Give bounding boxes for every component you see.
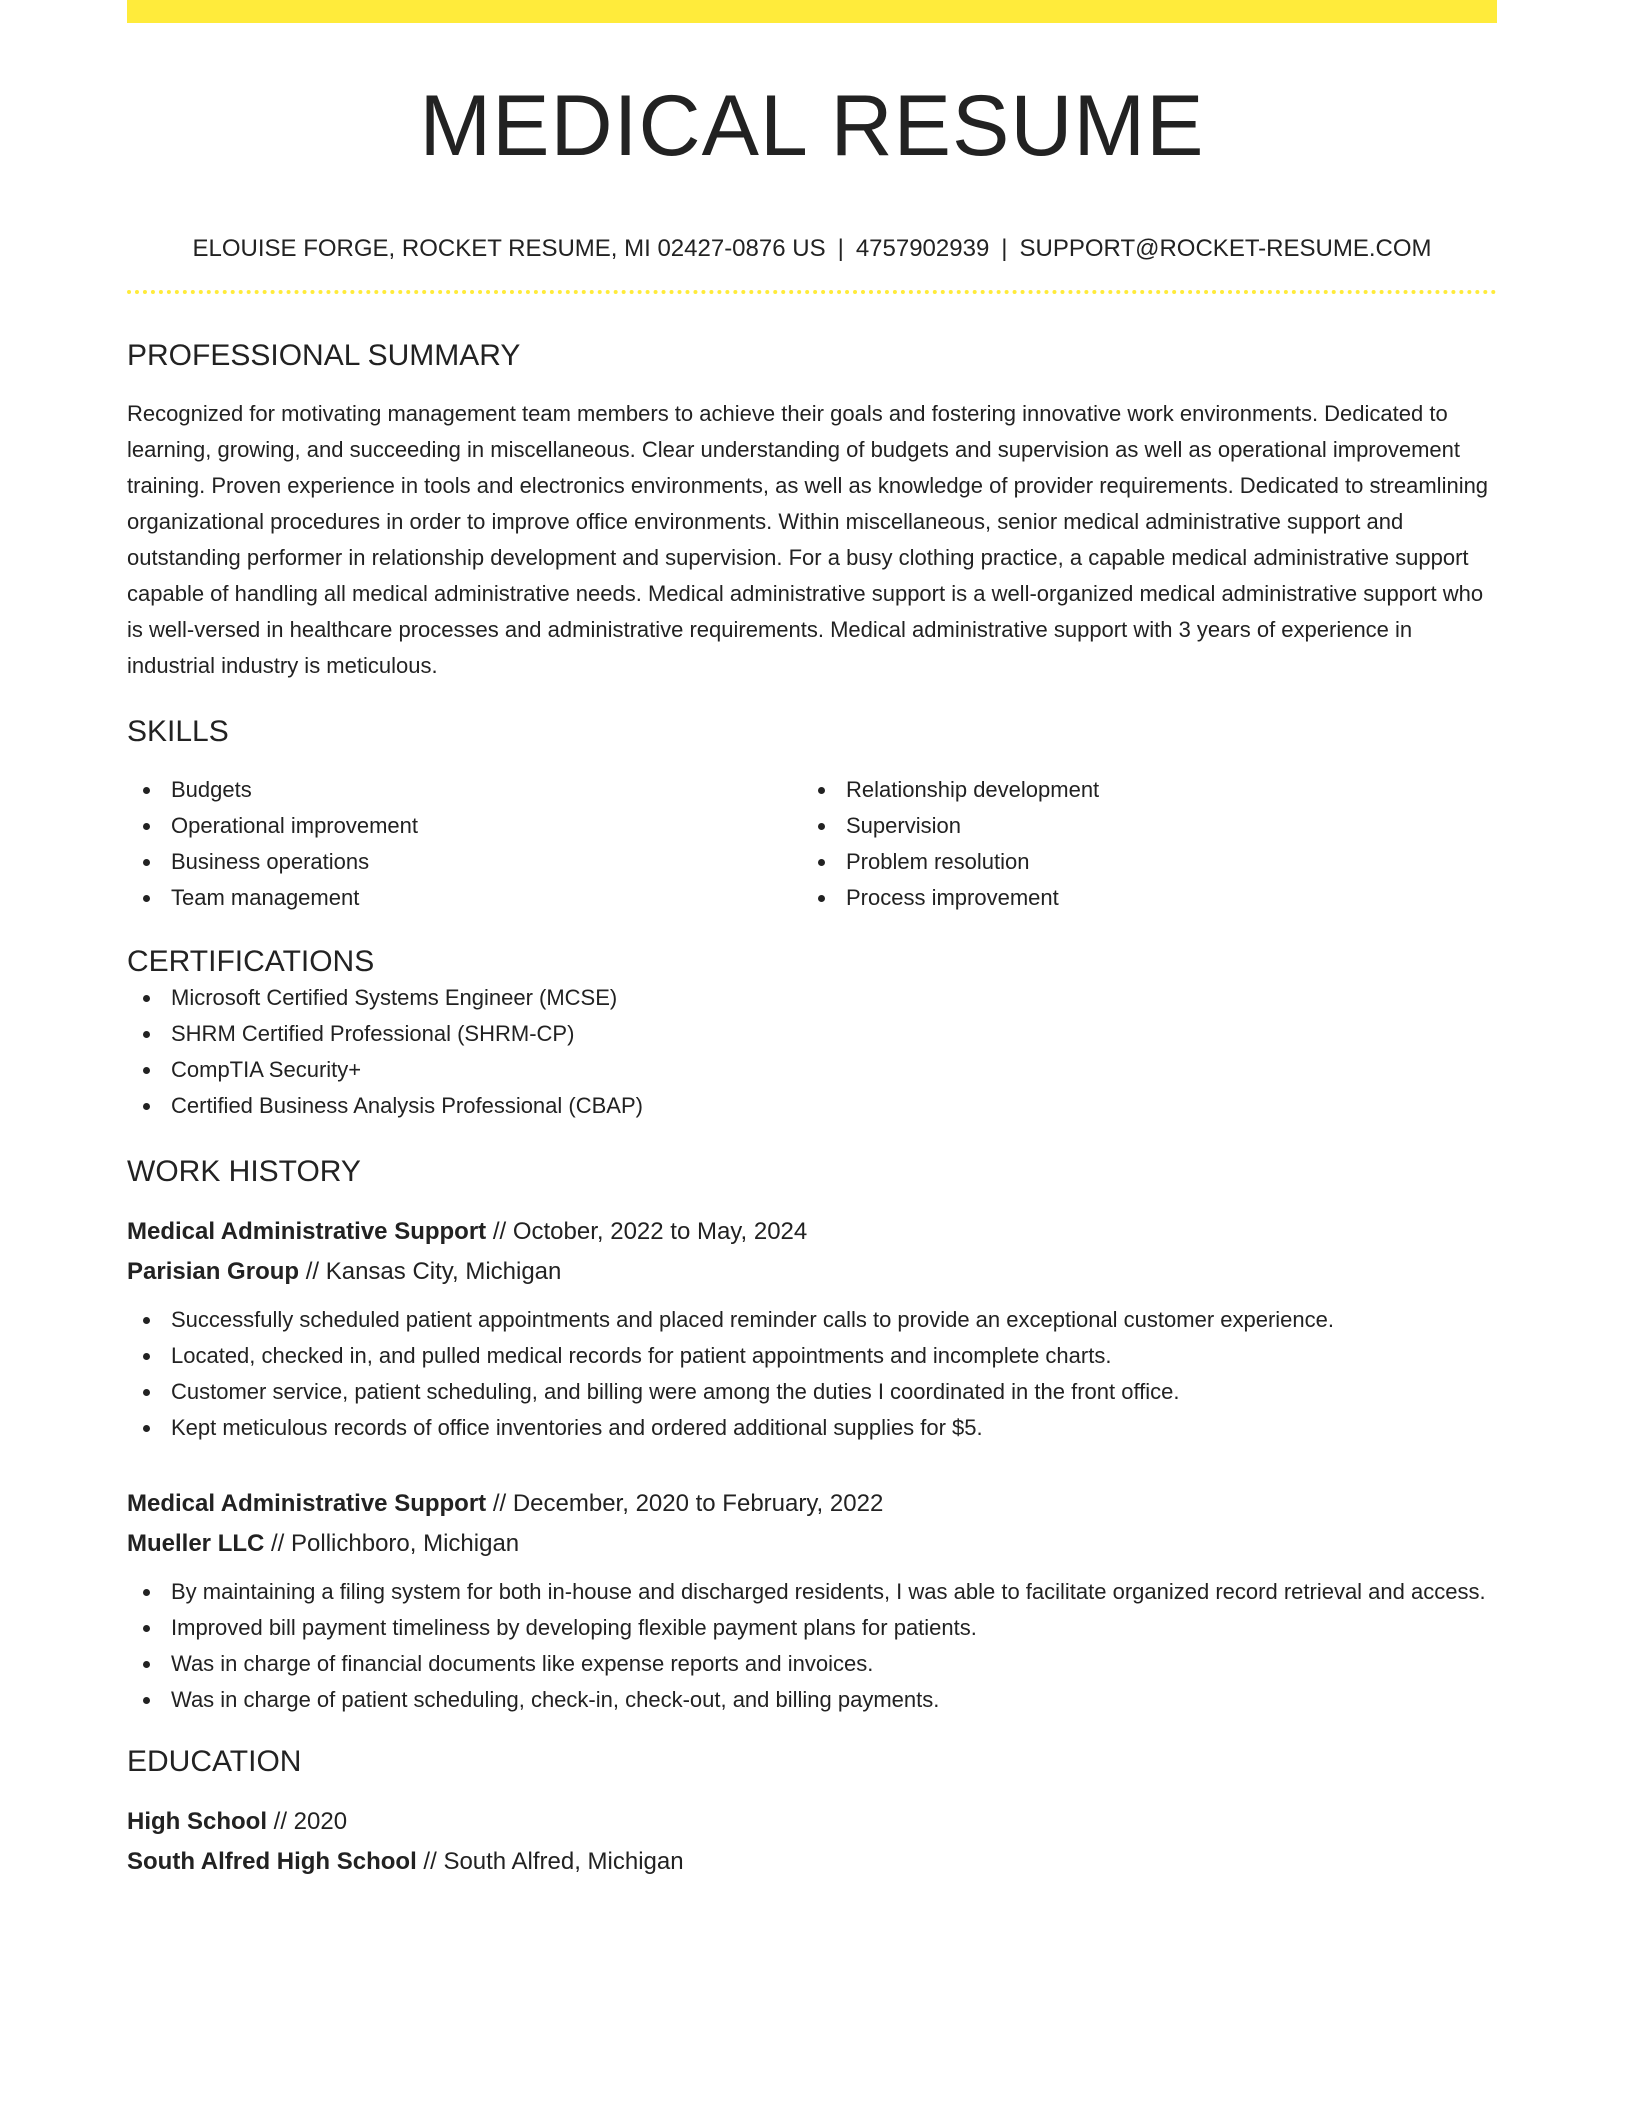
skill-item: Process improvement [802,880,1477,916]
contact-phone[interactable]: 4757902939 [855,235,990,262]
resume-page [127,0,1497,1882]
education-year: // 2020 [267,1807,348,1835]
skills-list-left [127,772,802,916]
skill-item: Team management [127,880,802,916]
certifications-heading: CERTIFICATIONS [127,944,375,978]
job-dates: // October, 2022 to May, 2024 [486,1217,808,1245]
skill-item: Business operations [127,844,802,880]
certification-item: Microsoft Certified Systems Engineer (MCSE) [127,980,1497,1016]
education-entry [127,1802,1497,1882]
skills-grid [127,772,1497,916]
contact-line [127,235,1497,264]
job-duty-item: Was in charge of financial documents like expense reports and invoices. [127,1646,1497,1682]
accent-top-bar [127,0,1497,23]
job-company-line [127,1524,1497,1564]
job-company: Parisian Group [127,1257,300,1285]
job-duty-item: Was in charge of patient scheduling, check-in, check-out, and billing payments. [127,1682,1497,1718]
work-history-heading: WORK HISTORY [127,1154,361,1188]
job-duty-item: Successfully scheduled patient appointments and placed reminder calls to provide an exceptional customer experience. [127,1302,1497,1338]
job-entry [127,1212,1497,1446]
job-duty-item: Located, checked in, and pulled medical records for patient appointments and incomplete charts. [127,1338,1497,1374]
dotted-divider [127,290,1497,294]
skills-heading: SKILLS [127,714,229,748]
skills-list-right [802,772,1477,916]
education-degree-line [127,1802,1497,1842]
job-title: Medical Administrative Support [127,1217,487,1245]
education-degree: High School [127,1807,267,1835]
education-school: South Alfred High School [127,1847,417,1875]
job-location: // Kansas City, Michigan [299,1257,562,1285]
job-title-line [127,1484,1497,1524]
education-location: // South Alfred, Michigan [416,1847,684,1875]
education-heading: EDUCATION [127,1744,302,1778]
contact-address: ELOUISE FORGE, ROCKET RESUME, MI 02427-0876 US [192,235,826,262]
job-duties-list [127,1574,1497,1718]
summary-text: Recognized for motivating management team members to achieve their goals and fostering innovative work environments. Dedicated to learning, growing, and succeeding in miscellaneous. Clear understanding of budgets and supervision as well as operational improvement training. Proven experience in tools and electronics environments, as well as knowledge of provider requirements. Dedicated to streamlining organizational procedures in order to improve office environments. Within miscellaneous, senior medical administrative support and outstanding performer in relationship development and supervision. For a busy clothing practice, a capable medical administrative support capable of handling all medical administrative needs. Medical administrative support is a well-organized medical administrative support who is well-versed in healthcare processes and administrative requirements. Medical administrative support with 3 years of experience in industrial industry is meticulous. [127,400,1489,678]
skill-item: Relationship development [802,772,1477,808]
education-school-line [127,1842,1497,1882]
contact-separator: | [837,235,844,262]
job-location: // Pollichboro, Michigan [264,1529,520,1557]
job-title: Medical Administrative Support [127,1489,487,1517]
contact-email[interactable]: SUPPORT@ROCKET-RESUME.COM [1019,235,1432,262]
skills-column-right [802,772,1477,916]
certification-item: CompTIA Security+ [127,1052,1497,1088]
certification-item: Certified Business Analysis Professional (CBAP) [127,1088,1497,1124]
skill-item: Operational improvement [127,808,802,844]
skill-item: Supervision [802,808,1477,844]
job-duty-item: By maintaining a filing system for both in-house and discharged residents, I was able to facilitate organized record retrieval and access. [127,1574,1497,1610]
job-dates: // December, 2020 to February, 2022 [486,1489,884,1517]
job-company: Mueller LLC [127,1529,265,1557]
job-company-line [127,1252,1497,1292]
job-duty-item: Kept meticulous records of office inventories and ordered additional supplies for $5. [127,1410,1497,1446]
job-duty-item: Customer service, patient scheduling, and billing were among the duties I coordinated in the front office. [127,1374,1497,1410]
summary-heading: PROFESSIONAL SUMMARY [127,338,521,372]
certification-item: SHRM Certified Professional (SHRM-CP) [127,1016,1497,1052]
certifications-list [127,980,1497,1124]
job-duties-list [127,1302,1497,1446]
job-entry [127,1484,1497,1718]
job-duty-item: Improved bill payment timeliness by developing flexible payment plans for patients. [127,1610,1497,1646]
contact-separator: | [1001,235,1008,262]
job-title-line [127,1212,1497,1252]
resume-title: MEDICAL RESUME [419,78,1205,174]
skill-item: Budgets [127,772,802,808]
skill-item: Problem resolution [802,844,1477,880]
skills-column-left [127,772,802,916]
